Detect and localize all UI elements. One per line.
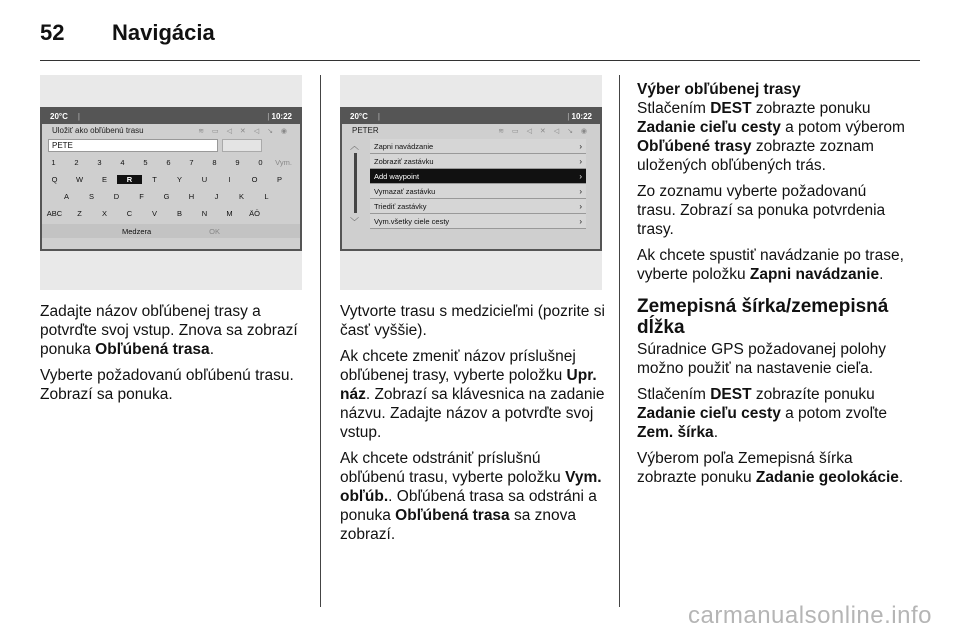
chevron-right-icon: › xyxy=(579,171,582,181)
key-ref: DEST xyxy=(710,386,752,403)
menu-ref: Obľúbená trasa xyxy=(95,341,210,358)
header-rule xyxy=(40,60,920,61)
menu-scrollbar[interactable] xyxy=(348,139,362,229)
name-input[interactable]: PETE xyxy=(48,139,218,152)
key-row-q xyxy=(42,171,300,188)
column-3-text xyxy=(637,80,905,494)
section-heading: Zemepisná šírka/zemepisná dĺžka xyxy=(637,296,889,338)
menu-item-label: Add waypoint xyxy=(374,171,420,181)
key-j[interactable]: J xyxy=(214,192,219,201)
paragraph: Ak chcete spustiť navádzanie po trase, vyberte položku Zapni navádzanie. xyxy=(637,247,904,283)
key-3[interactable]: 3 xyxy=(97,158,102,167)
key-t[interactable]: T xyxy=(152,175,157,184)
status-separator: | xyxy=(377,112,380,121)
scroll-up-icon[interactable]: ︿ xyxy=(350,141,360,151)
space-key[interactable]: Medzera xyxy=(121,226,152,236)
key-vym[interactable]: Vym. xyxy=(275,158,292,167)
key-h[interactable]: H xyxy=(188,192,195,201)
status-separator: | xyxy=(267,112,270,121)
page-header xyxy=(40,20,920,60)
menu-item-label: Vym.všetky ciele cesty xyxy=(374,216,450,226)
key-äö[interactable]: ÄÖ xyxy=(249,209,260,218)
column-2-text xyxy=(340,302,608,551)
paragraph: Zo zoznamu vyberte požadovanú trasu. Zobrazí sa ponuka potvrdenia trasy. xyxy=(637,183,886,238)
chevron-right-icon: › xyxy=(579,186,582,196)
menu-ref: Obľúbené trasy xyxy=(637,138,752,155)
subheading: Výber obľúbenej trasy xyxy=(637,81,801,98)
status-separator: | xyxy=(567,112,570,121)
key-k[interactable]: K xyxy=(238,192,244,201)
key-x[interactable]: X xyxy=(101,209,107,218)
menu-item-label: Zapni navádzanie xyxy=(374,141,434,151)
key-i[interactable]: I xyxy=(228,175,231,184)
menu-ref: Zadanie cieľu cesty xyxy=(637,119,781,136)
keyboard-bottom-bar xyxy=(42,224,300,238)
key-a[interactable]: A xyxy=(63,192,69,201)
menu-item[interactable] xyxy=(370,184,586,199)
key-v[interactable]: V xyxy=(151,209,157,218)
key-b[interactable]: B xyxy=(176,209,182,218)
chevron-right-icon: › xyxy=(579,141,582,151)
menu-item-label: Triediť zastávky xyxy=(374,201,427,211)
key-0[interactable]: 0 xyxy=(258,158,263,167)
chevron-right-icon: › xyxy=(579,156,582,166)
column-1-text xyxy=(40,302,308,411)
key-row-z xyxy=(42,205,300,222)
key-y[interactable]: Y xyxy=(176,175,182,184)
menu-item[interactable] xyxy=(370,154,586,169)
paragraph: Vyberte požadovanú obľúbenú trasu. Zobrazí sa ponuka. xyxy=(40,367,294,403)
key-row-a xyxy=(42,188,300,205)
input-aux-button[interactable] xyxy=(222,139,262,152)
paragraph: Výberom poľa Zemepisná šírka zobrazte ponuku Zadanie geolokácie. xyxy=(637,450,904,486)
page-number: 52 xyxy=(40,20,65,45)
key-8[interactable]: 8 xyxy=(212,158,217,167)
route-menu xyxy=(370,139,586,229)
key-9[interactable]: 9 xyxy=(235,158,240,167)
temperature: 20°C xyxy=(50,112,68,121)
scroll-down-icon[interactable]: ﹀ xyxy=(350,217,360,227)
status-icons: ≋ ▭ ◁ ✕ ◁ ↘ ◉ xyxy=(498,127,590,135)
key-c[interactable]: C xyxy=(126,209,133,218)
key-f[interactable]: F xyxy=(139,192,144,201)
menu-ref: Upr. náz xyxy=(340,367,597,403)
key-u[interactable]: U xyxy=(201,175,208,184)
key-5[interactable]: 5 xyxy=(143,158,148,167)
status-bar xyxy=(42,109,300,124)
column-divider-2 xyxy=(619,75,620,607)
screen-subtitle xyxy=(42,124,300,137)
screenshot-menu xyxy=(340,75,602,290)
name-input-row xyxy=(42,137,300,154)
subtitle-text: PETER xyxy=(352,126,379,135)
chevron-right-icon: › xyxy=(579,201,582,211)
scroll-track[interactable] xyxy=(354,153,357,213)
status-icons: ≋ ▭ ◁ ✕ ◁ ↘ ◉ xyxy=(198,127,290,135)
key-abc[interactable]: ABC xyxy=(46,209,63,218)
page-title: Navigácia xyxy=(112,20,215,45)
paragraph: Zadajte názov obľúbenej trasy a potvrďte svoj vstup. Znova sa zobrazí ponuka Obľúbená trasa. xyxy=(40,303,298,358)
key-l[interactable]: L xyxy=(264,192,269,201)
key-e[interactable]: E xyxy=(101,175,107,184)
column-divider-1 xyxy=(320,75,321,607)
status-separator: | xyxy=(77,112,80,121)
key-d[interactable]: D xyxy=(113,192,120,201)
subtitle-text: Uložiť ako obľúbenú trasu xyxy=(52,126,144,135)
key-z[interactable]: Z xyxy=(77,209,82,218)
screenshot-keyboard xyxy=(40,75,302,290)
key-m[interactable]: M xyxy=(226,209,233,218)
watermark: carmanualsonline.info xyxy=(688,602,932,629)
key-row-digits xyxy=(42,154,300,171)
key-p[interactable]: P xyxy=(276,175,282,184)
menu-item[interactable] xyxy=(370,139,586,154)
menu-ref: Zem. šírka xyxy=(637,424,714,441)
key-s[interactable]: S xyxy=(88,192,94,201)
menu-ref: Zadanie cieľu cesty xyxy=(637,405,781,422)
menu-item[interactable] xyxy=(370,214,586,229)
key-r[interactable]: R xyxy=(117,175,142,184)
paragraph: Stlačením DEST zobrazíte ponuku Zadanie cieľu cesty a potom zvoľte Zem. šírka. xyxy=(637,386,888,441)
ok-key[interactable]: OK xyxy=(209,226,221,236)
key-g[interactable]: G xyxy=(163,192,170,201)
paragraph: Súradnice GPS požadovanej polohy možno použiť na nastavenie cieľa. xyxy=(637,341,887,377)
key-1[interactable]: 1 xyxy=(51,158,56,167)
clock: 10:22 xyxy=(271,112,292,121)
paragraph: Ak chcete odstrániť príslušnú obľúbenú trasu, vyberte položku Vym. obľúb.. Obľúbená trasa sa odstráni a ponuka Obľúbená trasa sa znova zobrazí. xyxy=(340,450,602,543)
clock: 10:22 xyxy=(571,112,592,121)
key-q[interactable]: Q xyxy=(51,175,58,184)
status-bar xyxy=(342,109,600,124)
paragraph: Stlačením DEST zobrazte ponuku Zadanie cieľu cesty a potom výberom Obľúbené trasy zobrazte zoznam uložených obľúbených trás. xyxy=(637,100,905,174)
screen-subtitle xyxy=(342,124,600,137)
infotainment-screen-keyboard xyxy=(40,107,302,251)
key-7[interactable]: 7 xyxy=(189,158,194,167)
key-w[interactable]: W xyxy=(75,175,84,184)
menu-item[interactable] xyxy=(370,199,586,214)
menu-item-label: Vymazať zastávku xyxy=(374,186,436,196)
key-ref: DEST xyxy=(710,100,752,117)
temperature: 20°C xyxy=(350,112,368,121)
key-4[interactable]: 4 xyxy=(120,158,125,167)
infotainment-screen-menu xyxy=(340,107,602,251)
menu-item-label: Zobraziť zastávku xyxy=(374,156,434,166)
menu-ref: Obľúbená trasa xyxy=(395,507,510,524)
menu-item[interactable] xyxy=(370,169,586,184)
menu-ref: Zadanie geolokácie xyxy=(755,469,899,486)
key-n[interactable]: N xyxy=(201,209,208,218)
paragraph: Ak chcete zmeniť názov príslušnej obľúbenej trasy, vyberte položku Upr. náz. Zobrazí sa klávesnica na zadanie názvu. Zadajte názov a potvrďte svoj vstup. xyxy=(340,348,605,441)
paragraph: Vytvorte trasu s medzicieľmi (pozrite si časť vyššie). xyxy=(340,303,605,339)
menu-ref: Vym. obľúb. xyxy=(340,469,602,505)
chevron-right-icon: › xyxy=(579,216,582,226)
menu-ref: Zapni navádzanie xyxy=(749,266,880,283)
key-o[interactable]: O xyxy=(251,175,258,184)
key-6[interactable]: 6 xyxy=(166,158,171,167)
key-2[interactable]: 2 xyxy=(74,158,79,167)
